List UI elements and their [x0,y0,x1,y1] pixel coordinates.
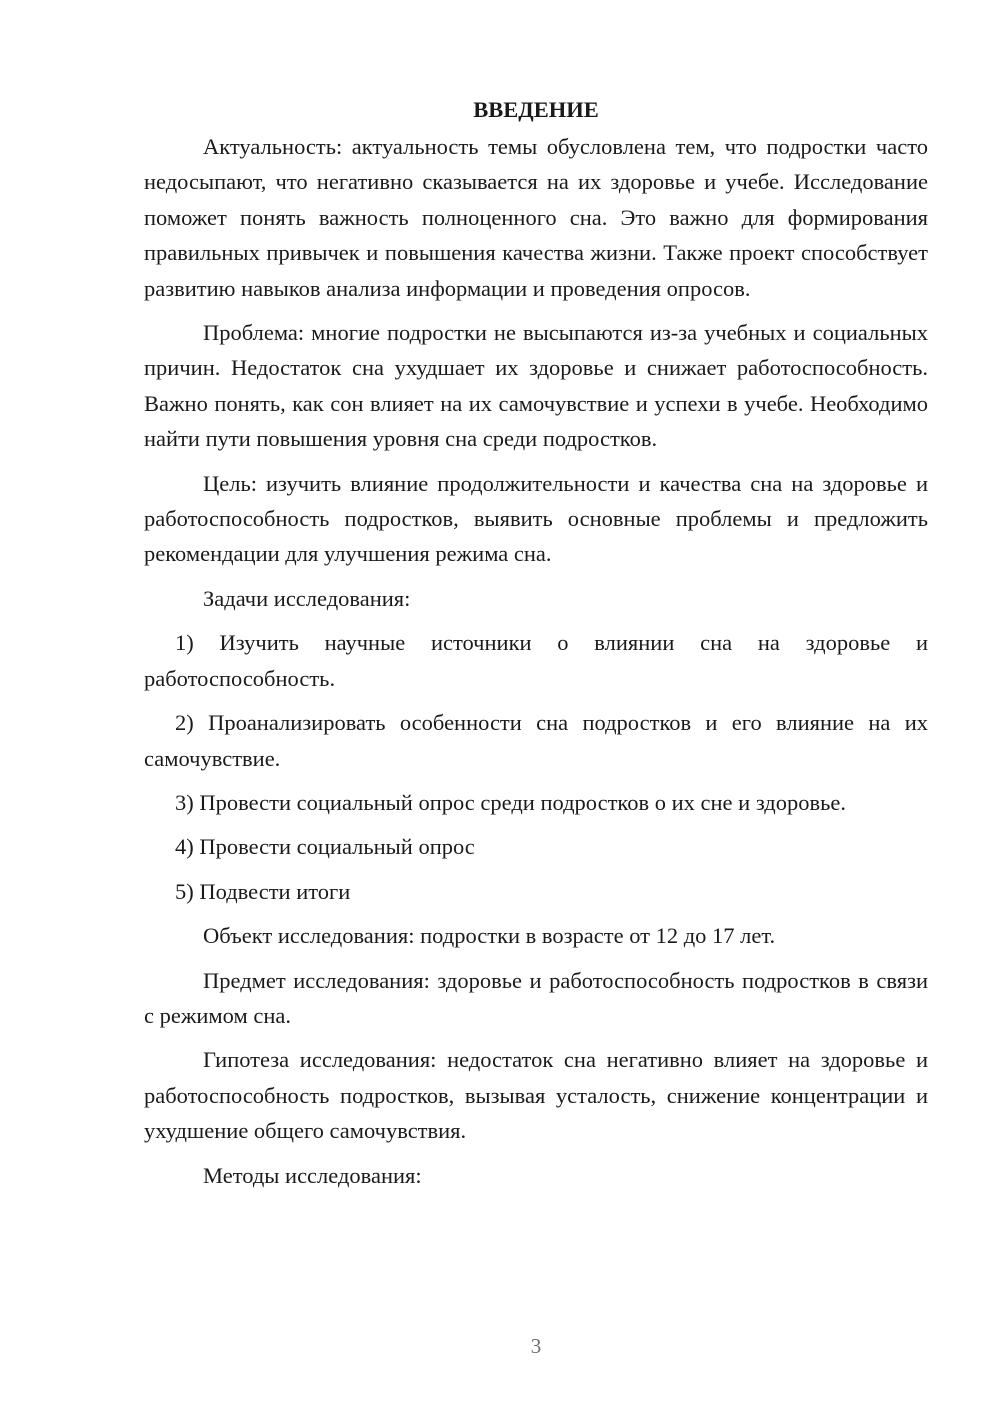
page-content [144,96,928,1193]
tasks-heading: Задачи исследования: [203,585,411,611]
hypothesis-paragraph: Гипотеза исследования: недостаток сна негативно влияет на здоровье и работоспособность подростков, вызывая усталость, снижение концентрации и ухудшение общего самочувствия. [144,1047,928,1144]
object-paragraph: Объект исследования: подростки в возрасте от 12 до 17 лет. [203,923,776,949]
goal-paragraph: Цель: изучить влияние продолжительности и качества сна на здоровье и работоспособность подростков, выявить основные проблемы и предложить рекомендации для улучшения режима сна. [144,470,928,567]
task-item-1: 1) Изучить научные источники о влиянии сна на здоровье и работоспособность. [144,630,928,691]
methods-heading: Методы исследования: [203,1162,422,1188]
subject-paragraph: Предмет исследования: здоровье и работоспособность подростков в связи с режимом сна. [144,967,928,1028]
relevance-paragraph: Актуальность: актуальность темы обусловлена тем, что подростки часто недосыпают, что негативно сказывается на их здоровье и учебе. Исследование поможет понять важность полноценного сна. Это важно для формирования правильных привычек и повышения качества жизни. Также проект способствует развитию навыков анализа информации и проведения опросов. [144,134,928,301]
page-title: ВВЕДЕНИЕ [473,97,599,122]
page-number: 3 [530,1334,542,1358]
task-item-4: 4) Провести социальный опрос [175,834,475,860]
task-item-2: 2) Проанализировать особенности сна подростков и его влияние на их самочувствие. [144,710,928,771]
task-item-3: 3) Провести социальный опрос среди подростков о их сне и здоровье. [175,789,846,815]
task-item-5: 5) Подвести итоги [175,878,351,904]
problem-paragraph: Проблема: многие подростки не высыпаются из-за учебных и социальных причин. Недостаток сна ухудшает их здоровье и снижает работоспособность. Важно понять, как сон влияет на их самочувствие и успехи в учебе. Необходимо найти пути повышения уровня сна среди подростков. [144,320,928,452]
